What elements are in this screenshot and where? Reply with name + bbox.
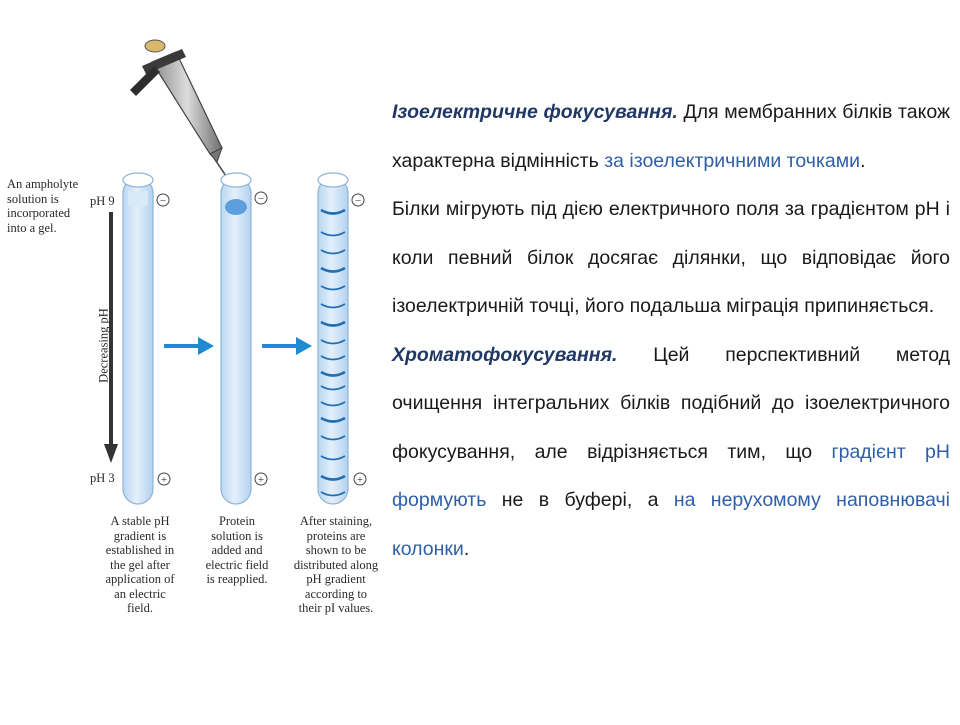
isoelectric-focusing-figure [0,0,390,720]
step-1-caption: A stable pH gradient is established in the gel after application of an electric field. [105,514,175,615]
ph-top-label: pH 9 [90,194,115,208]
plus-sign: + [257,474,265,486]
step-3-caption: After staining, proteins are shown to be distributed along pH gradient according to their pI values. [293,514,379,615]
heading-chromatofocusing: Хроматофокусування. [392,343,618,366]
paragraph-end: . [860,149,866,172]
plus-sign: + [160,474,168,486]
paragraph-isoelectric-focusing [392,88,950,185]
minus-sign: − [354,195,362,207]
pipette [130,40,238,194]
gel-tube-3 [318,173,348,504]
slide-text [392,88,950,573]
highlight-column-filler: на нерухомому наповнювачі колонки [392,489,950,560]
paragraph-text: Цей перспективний метод очищення інтегральних білків подібний до ізоелектричного фокусування, але відрізняється тим, що [392,343,950,463]
highlight-isoelectric-points: за ізоелектричними точками [604,149,861,172]
gel-tube-2 [221,173,251,504]
gel-tube-1 [123,173,153,504]
ph-bottom-label: pH 3 [90,471,115,485]
plus-sign: + [356,474,364,486]
minus-sign: − [257,193,265,205]
paragraph-chromatofocusing [392,331,950,574]
highlight-ph-gradient: градієнт рН формують [392,440,950,511]
minus-sign: − [159,195,167,207]
paragraph-end: . [463,537,470,560]
step-arrow-2 [262,337,312,355]
step-arrow-1 [164,337,214,355]
paragraph-text: не в буфері, а [486,489,674,511]
paragraph-migration: Білки мігрують під дією електричного поля за градієнтом рН і коли певний білок досягає ділянки, що відповідає його ізоелектричній точці, його подальша міграція припиняється. [392,198,950,317]
decreasing-ph-label: Decreasing pH [96,308,111,383]
paragraph-text: Для мембранних білків також характерна відмінність [392,101,950,172]
ampholyte-caption: An ampholyte solution is incorporated into a gel. [7,177,79,235]
step-2-caption: Protein solution is added and electric field is reapplied. [205,514,269,586]
heading-isoelectric-focusing: Ізоелектричне фокусування. [392,101,678,123]
